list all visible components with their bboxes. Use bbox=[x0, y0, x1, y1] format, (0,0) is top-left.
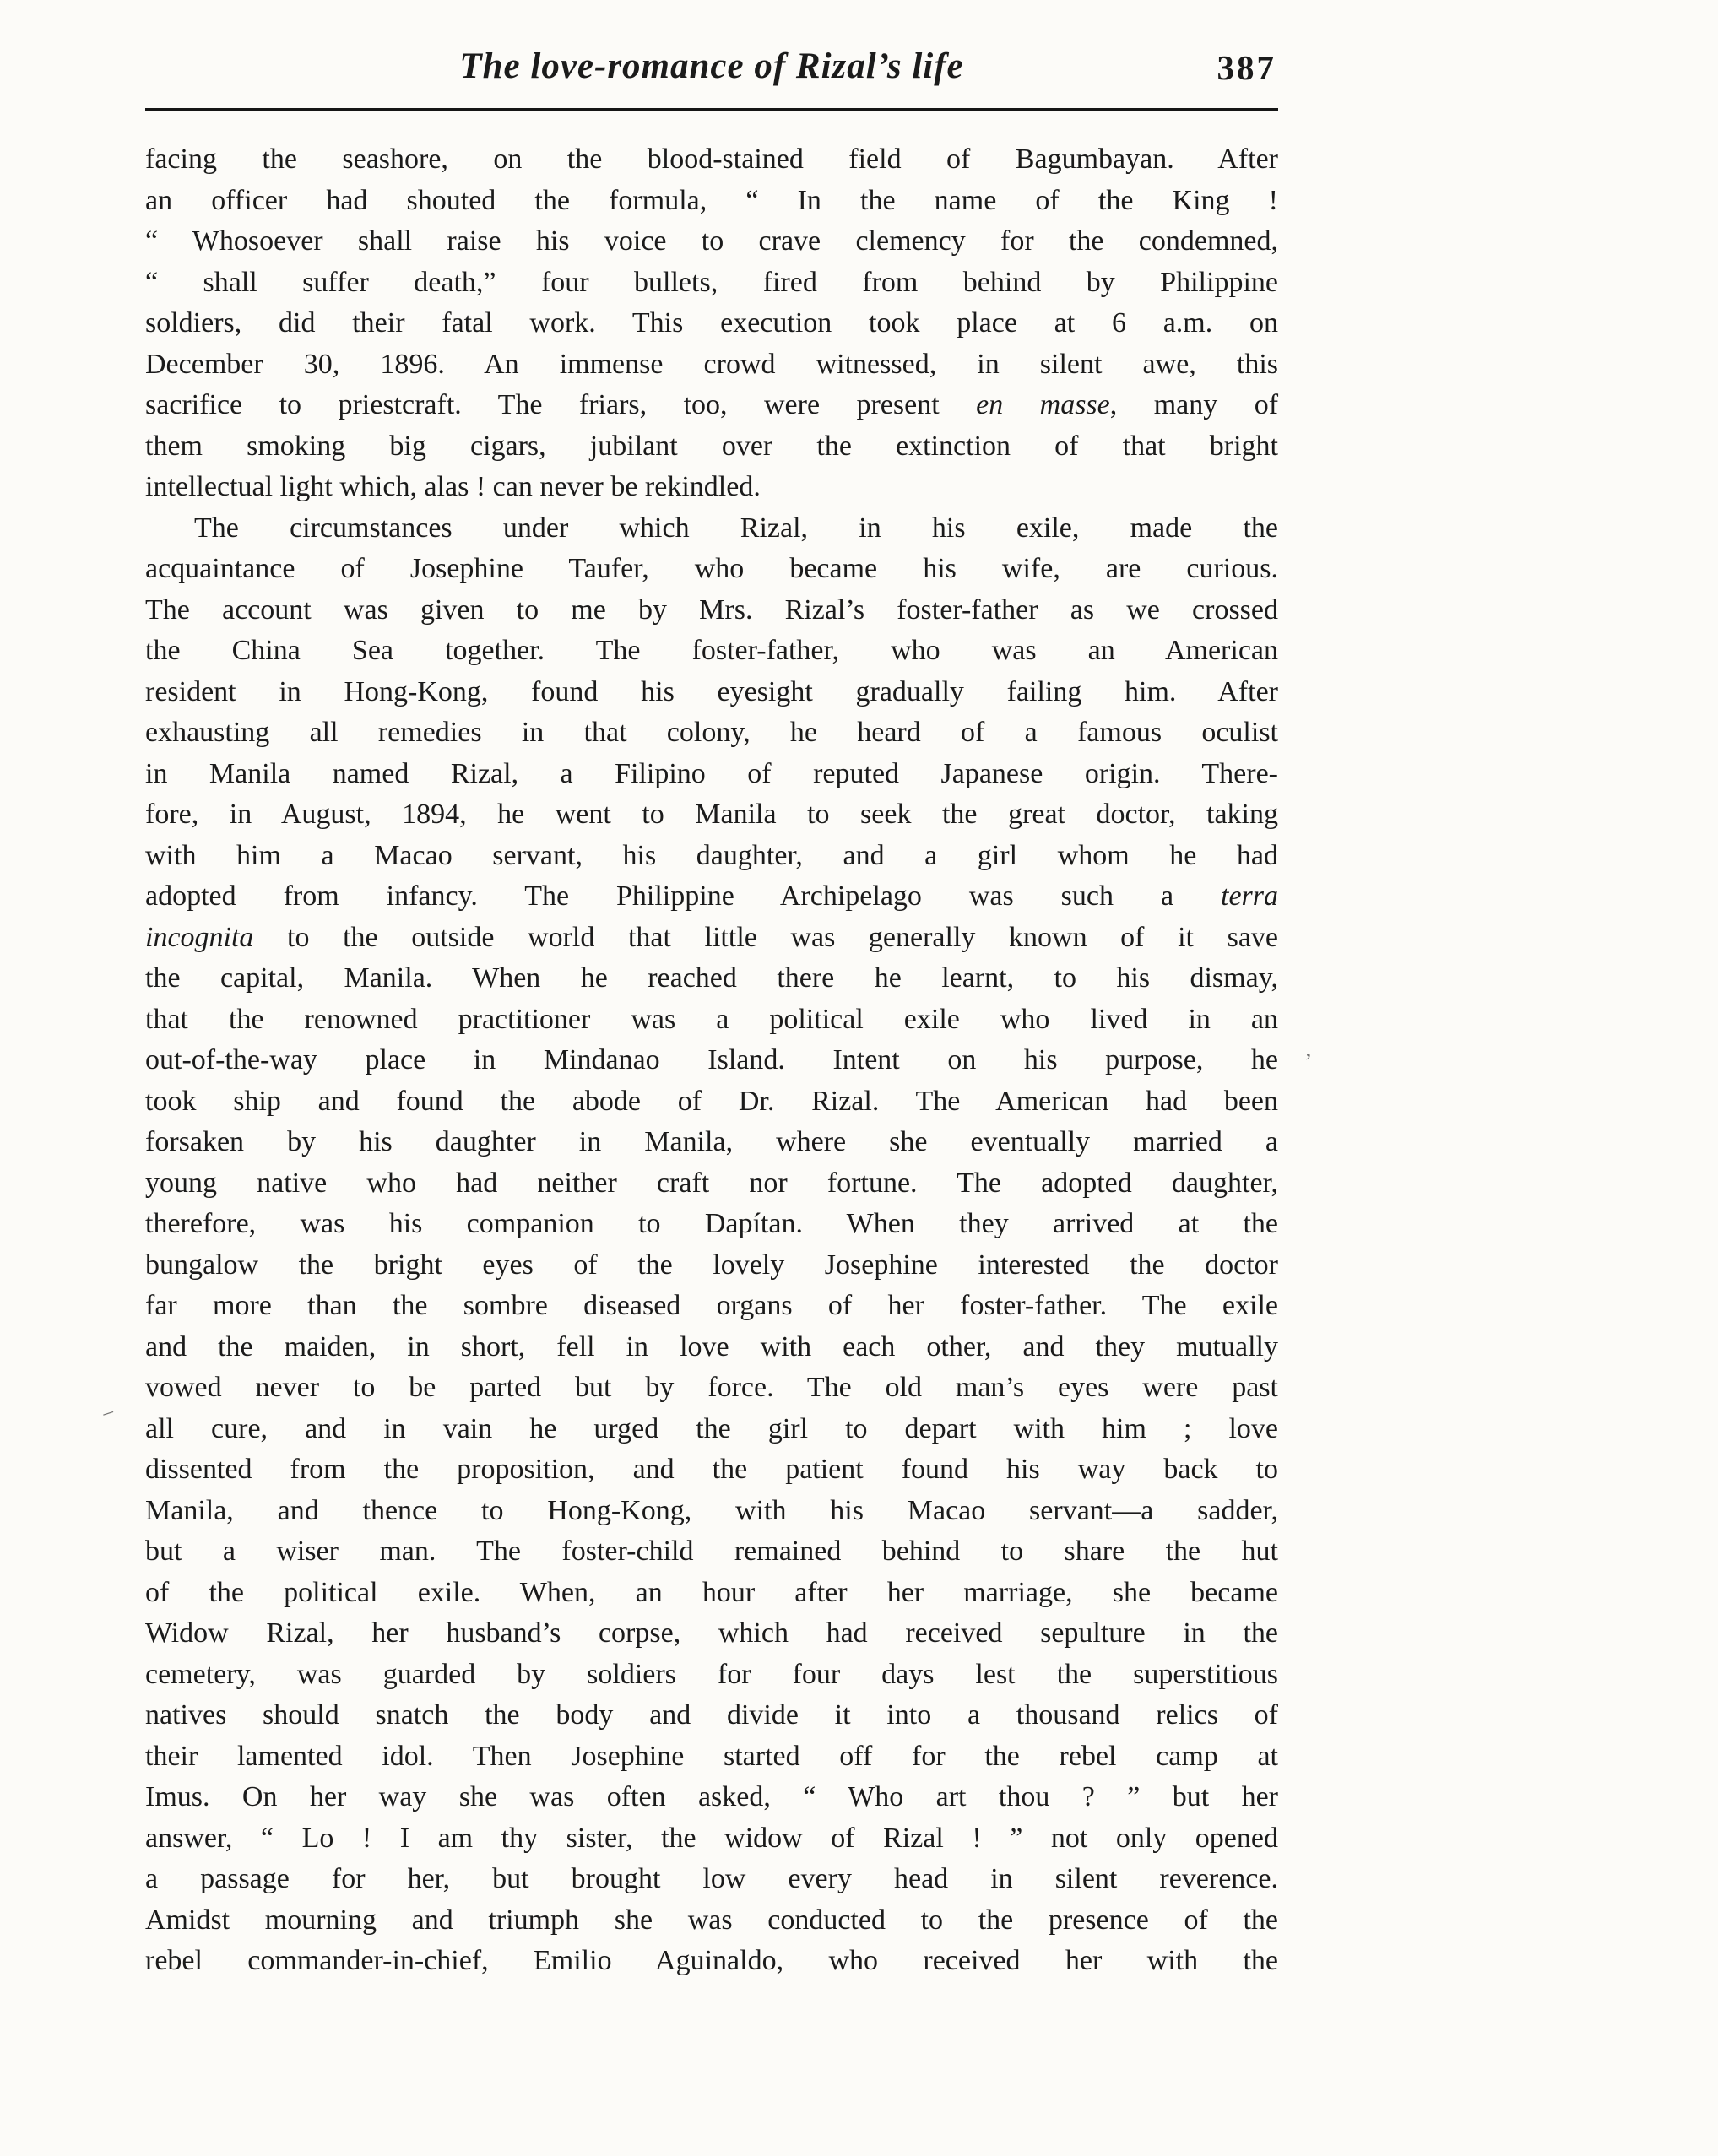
text-block bbox=[145, 139, 1278, 1982]
paragraph bbox=[145, 139, 1278, 508]
page-number: 387 bbox=[1217, 48, 1276, 87]
text-line bbox=[145, 1613, 1278, 1655]
text-line bbox=[145, 999, 1278, 1041]
text-line bbox=[145, 1491, 1278, 1532]
text-line bbox=[145, 1655, 1278, 1696]
text-line bbox=[145, 1695, 1278, 1736]
plain-text: that the renowned practitioner was a political exile who lived in an bbox=[145, 1003, 1278, 1035]
plain-text: fore, in August, 1894, he went to Manila to seek the great doctor, taking bbox=[145, 799, 1278, 830]
plain-text: took ship and found the abode of Dr. Rizal. The American had been bbox=[145, 1085, 1278, 1117]
text-line bbox=[145, 344, 1278, 386]
plain-text: The account was given to me by Mrs. Rizal’s foster-father as we crossed bbox=[145, 593, 1278, 626]
plain-text: bungalow the bright eyes of the lovely Josephine interested the doctor bbox=[145, 1249, 1278, 1281]
text-line bbox=[145, 1409, 1278, 1450]
text-line bbox=[145, 303, 1278, 344]
plain-text: exhausting all remedies in that colony, he heard of a famous oculist bbox=[145, 717, 1278, 748]
plain-text: , many of bbox=[1109, 389, 1279, 420]
plain-text: Imus. On her way she was often asked, “ Who art thou ? ” but her bbox=[145, 1781, 1278, 1812]
plain-text: the capital, Manila. When he reached there he learnt, to his dismay, bbox=[145, 962, 1278, 994]
text-line bbox=[145, 1777, 1278, 1818]
text-line bbox=[145, 549, 1278, 590]
text-line bbox=[145, 1327, 1278, 1368]
text-line bbox=[145, 1736, 1278, 1778]
text-line bbox=[145, 1163, 1278, 1205]
text-line bbox=[145, 1081, 1278, 1123]
plain-text: their lamented idol. Then Josephine started off for the rebel camp at bbox=[145, 1740, 1278, 1772]
text-line bbox=[145, 1368, 1278, 1409]
plain-text: Manila, and thence to Hong-Kong, with his Macao servant—a sadder, bbox=[145, 1494, 1278, 1526]
text-line bbox=[145, 508, 1278, 550]
text-line bbox=[145, 1245, 1278, 1287]
paragraph bbox=[145, 508, 1278, 1982]
text-line bbox=[145, 1900, 1278, 1942]
text-line bbox=[145, 1941, 1278, 1982]
plain-text: dissented from the proposition, and the patient found his way back to bbox=[145, 1454, 1278, 1485]
scan-artifact-tick: ’ bbox=[1304, 1049, 1313, 1075]
plain-text: intellectual light which, alas ! can never be rekindled. bbox=[145, 471, 761, 502]
plain-text: and the maiden, in short, fell in love with each other, and they mutually bbox=[145, 1330, 1278, 1362]
page-content bbox=[145, 46, 1278, 1982]
plain-text: resident in Hong-Kong, found his eyesight gradually failing him. After bbox=[145, 675, 1278, 707]
plain-text: The circumstances under which Rizal, in his exile, made the bbox=[194, 512, 1278, 544]
plain-text: the China Sea together. The foster-father, who was an American bbox=[145, 635, 1278, 666]
plain-text: in Manila named Rizal, a Filipino of reputed Japanese origin. There- bbox=[145, 757, 1278, 789]
plain-text: answer, “ Lo ! I am thy sister, the widow of Rizal ! ” not only opened bbox=[145, 1822, 1278, 1854]
italic-text: terra bbox=[1221, 880, 1278, 912]
plain-text: with him a Macao servant, his daughter, and a girl whom he had bbox=[145, 839, 1278, 871]
text-line bbox=[145, 794, 1278, 836]
plain-text: facing the seashore, on the blood-stained field of Bagumbayan. After bbox=[145, 144, 1278, 175]
text-line bbox=[145, 1531, 1278, 1573]
plain-text: “ shall suffer death,” four bullets, fired from behind by Philippine bbox=[145, 266, 1278, 298]
text-line bbox=[145, 1122, 1278, 1163]
page-title: The love-romance of Rizal’s life bbox=[459, 46, 964, 86]
plain-text: a passage for her, but brought low every head in silent reverence. bbox=[145, 1863, 1278, 1894]
plain-text: them smoking big cigars, jubilant over the extinction of that bright bbox=[145, 430, 1278, 462]
plain-text: of the political exile. When, an hour after her marriage, she became bbox=[145, 1576, 1278, 1608]
text-line bbox=[145, 876, 1278, 918]
text-line bbox=[145, 1859, 1278, 1900]
text-line bbox=[145, 754, 1278, 795]
plain-text: an officer had shouted the formula, “ In the name of the King ! bbox=[145, 184, 1278, 216]
text-line bbox=[145, 139, 1278, 181]
plain-text: to the outside world that little was generally known of it save bbox=[253, 921, 1278, 953]
plain-text: sacrifice to priestcraft. The friars, too, were present bbox=[145, 389, 977, 420]
plain-text: Widow Rizal, her husband’s corpse, which had received sepulture in the bbox=[145, 1617, 1278, 1649]
plain-text: but a wiser man. The foster-child remained behind to share the hut bbox=[145, 1536, 1278, 1567]
text-line bbox=[145, 385, 1278, 426]
text-line bbox=[145, 1286, 1278, 1327]
scan-artifact-dash: – bbox=[100, 1400, 117, 1425]
text-line bbox=[145, 672, 1278, 713]
plain-text: cemetery, was guarded by soldiers for four days lest the superstitious bbox=[145, 1658, 1278, 1690]
plain-text: soldiers, did their fatal work. This execution took place at 6 a.m. on bbox=[145, 307, 1278, 339]
text-line bbox=[145, 590, 1278, 631]
plain-text: all cure, and in vain he urged the girl to depart with him ; love bbox=[145, 1412, 1278, 1444]
plain-text: rebel commander-in-chief, Emilio Aguinaldo, who received her with the bbox=[145, 1945, 1278, 1976]
text-line bbox=[145, 1204, 1278, 1245]
text-line bbox=[145, 918, 1278, 959]
plain-text: natives should snatch the body and divide it into a thousand relics of bbox=[145, 1699, 1278, 1731]
plain-text: Amidst mourning and triumph she was conducted to the presence of the bbox=[145, 1904, 1278, 1936]
plain-text: forsaken by his daughter in Manila, where she eventually married a bbox=[145, 1126, 1278, 1157]
text-line bbox=[145, 467, 1278, 508]
text-line bbox=[145, 1573, 1278, 1614]
running-header bbox=[145, 46, 1278, 98]
header-rule bbox=[145, 108, 1278, 111]
plain-text: young native who had neither craft nor fortune. The adopted daughter, bbox=[145, 1167, 1278, 1199]
plain-text: far more than the sombre diseased organs of her foster-father. The exile bbox=[145, 1290, 1278, 1321]
text-line bbox=[145, 263, 1278, 304]
text-line bbox=[145, 181, 1278, 222]
plain-text: “ Whosoever shall raise his voice to crave clemency for the condemned, bbox=[145, 225, 1278, 257]
plain-text: out-of-the-way place in Mindanao Island. Intent on his purpose, he bbox=[145, 1044, 1278, 1075]
text-line bbox=[145, 221, 1278, 263]
text-line bbox=[145, 836, 1278, 877]
italic-text: incognita bbox=[145, 921, 254, 953]
text-line bbox=[145, 1040, 1278, 1081]
plain-text: therefore, was his companion to Dapítan. When they arrived at the bbox=[145, 1208, 1278, 1239]
text-line bbox=[145, 1818, 1278, 1860]
plain-text: vowed never to be parted but by force. The old man’s eyes were past bbox=[145, 1372, 1278, 1403]
plain-text: adopted from infancy. The Philippine Archipelago was such a bbox=[145, 880, 1221, 912]
plain-text: acquaintance of Josephine Taufer, who became his wife, are curious. bbox=[145, 553, 1278, 584]
text-line bbox=[145, 712, 1278, 754]
text-line bbox=[145, 426, 1278, 468]
text-line bbox=[145, 631, 1278, 672]
text-line bbox=[145, 958, 1278, 999]
italic-text: en masse bbox=[976, 389, 1110, 420]
text-line bbox=[145, 1449, 1278, 1491]
plain-text: December 30, 1896. An immense crowd witnessed, in silent awe, this bbox=[145, 348, 1278, 380]
